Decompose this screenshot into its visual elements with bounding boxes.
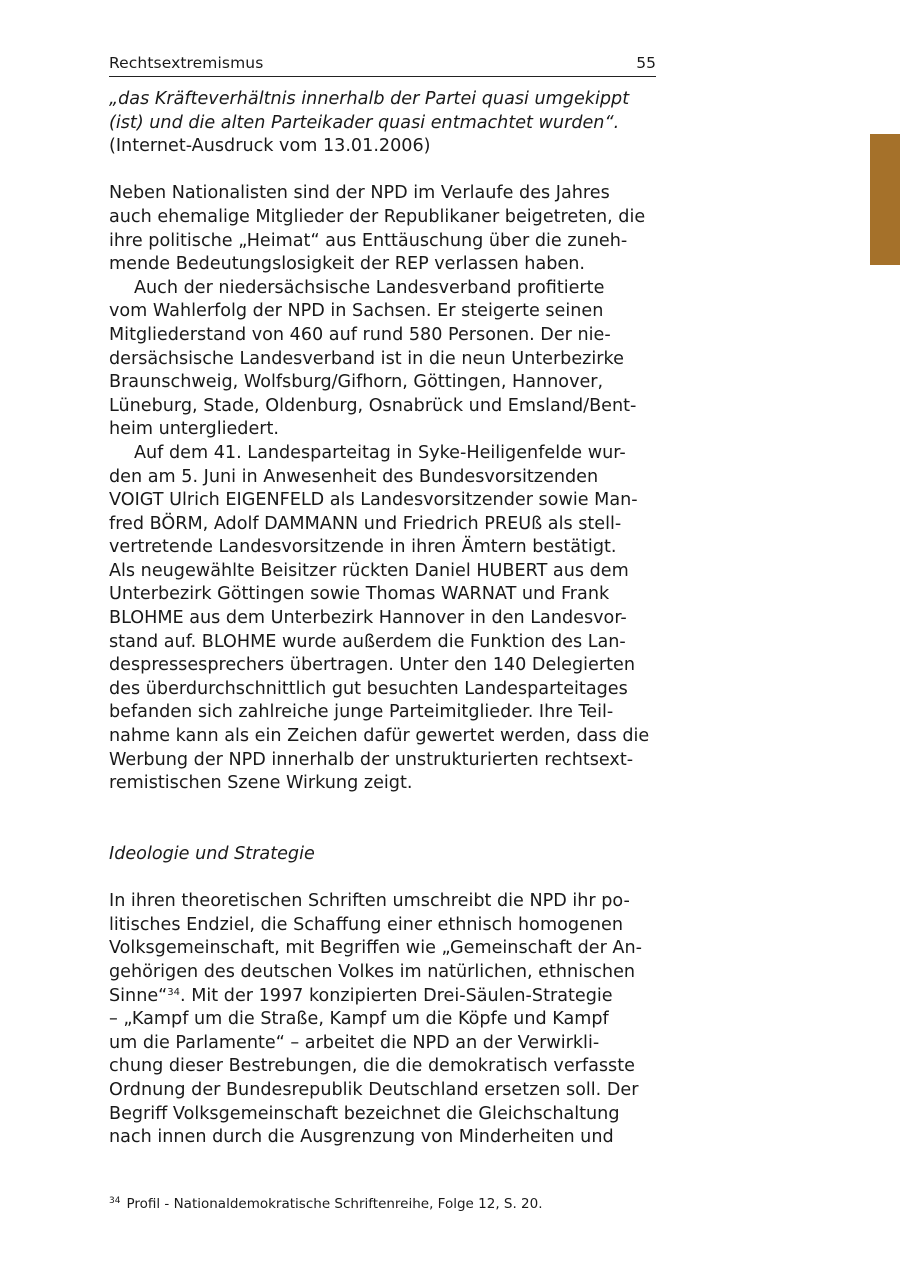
text-line: auch ehemalige Mitglieder der Republikaner beigetreten, die: [109, 206, 646, 227]
footnote-number: 34: [109, 1196, 121, 1206]
text-line: ihre politische „Heimat“ aus Enttäuschung über die zuneh-: [109, 230, 628, 251]
text-line: vertretende Landesvorsitzende in ihren Ämtern bestätigt.: [109, 537, 617, 558]
quote-line: (ist) und die alten Parteikader quasi entmachtet wurden“.: [109, 112, 620, 133]
footnote-text: Profil - Nationaldemokratische Schriftenreihe, Folge 12, S. 20.: [126, 1196, 543, 1212]
text-line: den am 5. Juni in Anwesenheit des Bundesvorsitzenden: [109, 466, 599, 487]
text-line: Werbung der NPD innerhalb der unstrukturierten rechtsext-: [109, 749, 634, 770]
body-text: [109, 88, 669, 1150]
text-line: Auf dem 41. Landesparteitag in Syke-Heiligenfelde wur-: [134, 442, 626, 463]
text-line: des überdurchschnittlich gut besuchten Landesparteitages: [109, 678, 628, 699]
section-heading: Ideologie und Strategie: [109, 844, 315, 864]
page-number: 55: [636, 54, 656, 72]
text-line: Unterbezirk Göttingen sowie Thomas WARNAT und Frank: [109, 584, 610, 605]
text-line: vom Wahlerfolg der NPD in Sachsen. Er steigerte seinen: [109, 301, 604, 322]
text-line: Volksgemeinschaft, mit Begriffen wie „Gemeinschaft der An-: [109, 938, 642, 959]
quote-block: [109, 88, 669, 159]
text-line: Braunschweig, Wolfsburg/Gifhorn, Göttingen, Hannover,: [109, 372, 604, 393]
chapter-thumb-tab: [870, 134, 900, 265]
text-line: mende Bedeutungslosigkeit der REP verlassen haben.: [109, 254, 585, 275]
text-line: Auch der niedersächsische Landesverband profitierte: [134, 277, 605, 298]
text-line: Mitgliederstand von 460 auf rund 580 Personen. Der nie-: [109, 324, 611, 345]
paragraph: [109, 890, 669, 1150]
footnote: [109, 1196, 543, 1212]
text-line: VOIGT Ulrich EIGENFELD als Landesvorsitzender sowie Man-: [109, 490, 638, 511]
running-header-title: Rechtsextremismus: [109, 54, 264, 72]
running-header: [109, 52, 656, 77]
quote-line: „das Kräfteverhältnis innerhalb der Partei quasi umgekippt: [109, 89, 630, 109]
paragraph: [109, 182, 669, 276]
text-line: befanden sich zahlreiche junge Parteimitglieder. Ihre Teil-: [109, 702, 614, 723]
text-line: nach innen durch die Ausgrenzung von Minderheiten und: [109, 1127, 614, 1148]
text-line: Als neugewählte Beisitzer rückten Daniel HUBERT aus dem: [109, 560, 629, 581]
text-line: BLOHME aus dem Unterbezirk Hannover in den Landesvor-: [109, 608, 627, 629]
text-line: chung dieser Bestrebungen, die die demokratisch verfasste: [109, 1056, 635, 1077]
text-line: um die Parlamente“ – arbeitet die NPD an der Verwirkli-: [109, 1032, 600, 1053]
text-line: heim untergliedert.: [109, 419, 280, 440]
text-line: remistischen Szene Wirkung zeigt.: [109, 773, 413, 794]
text-line: stand auf. BLOHME wurde außerdem die Funktion des Lan-: [109, 631, 626, 652]
paragraph: [109, 442, 669, 796]
text-fragment: Sinne“: [109, 985, 168, 1006]
text-fragment: . Mit der 1997 konzipierten Drei-Säulen-Strategie: [180, 985, 613, 1006]
text-line: dersächsische Landesverband ist in die neun Unterbezirke: [109, 348, 624, 369]
text-line: [109, 985, 669, 1009]
text-line: Lüneburg, Stade, Oldenburg, Osnabrück und Emsland/Bent-: [109, 395, 637, 416]
footnote-reference[interactable]: 34: [167, 986, 181, 998]
paragraph: [109, 277, 669, 442]
text-line: gehörigen des deutschen Volkes im natürlichen, ethnischen: [109, 961, 636, 982]
text-line: nahme kann als ein Zeichen dafür gewertet werden, dass die: [109, 726, 650, 747]
text-line: Begriff Volksgemeinschaft bezeichnet die Gleichschaltung: [109, 1103, 620, 1124]
text-line: Neben Nationalisten sind der NPD im Verlaufe des Jahres: [109, 183, 610, 204]
text-line: fred BÖRM, Adolf DAMMANN und Friedrich PREUß als stell-: [109, 513, 622, 534]
text-line: litisches Endziel, die Schaffung einer ethnisch homogenen: [109, 914, 623, 935]
text-line: Ordnung der Bundesrepublik Deutschland ersetzen soll. Der: [109, 1079, 639, 1100]
text-line: – „Kampf um die Straße, Kampf um die Köpfe und Kampf: [109, 1009, 609, 1030]
text-line: In ihren theoretischen Schriften umschreibt die NPD ihr po-: [109, 891, 630, 912]
text-line: despressesprechers übertragen. Unter den 140 Delegierten: [109, 655, 635, 676]
quote-source: (Internet-Ausdruck vom 13.01.2006): [109, 136, 431, 157]
